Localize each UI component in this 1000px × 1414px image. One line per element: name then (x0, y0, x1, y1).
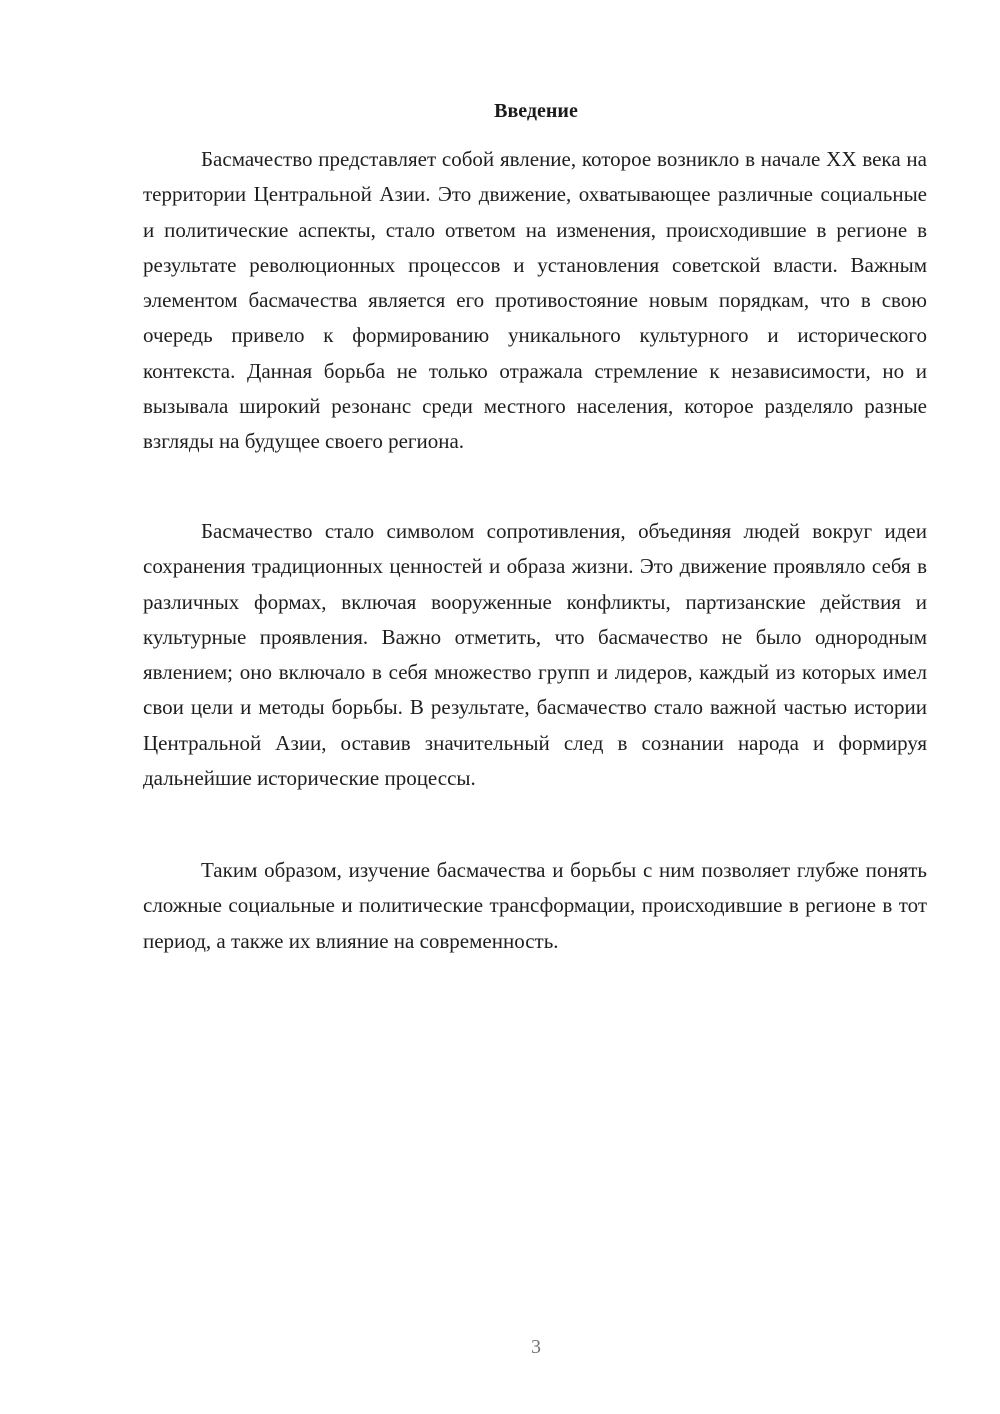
paragraph-2: Басмачество стало символом сопротивления, объединяя людей вокруг идеи сохранения традиционных ценностей и образа жизни. Это движение проявляло себя в различных формах, включая вооруженные конфликты, партизанские действия и культурные проявления. Важно отметить, что басмачество не было однородным явлением; оно включало в себя множество групп и лидеров, каждый из которых имел свои цели и методы борьбы. В результате, басмачество стало важной частью истории Центральной Азии, оставив значительный след в сознании народа и формируя дальнейшие исторические процессы. (143, 519, 927, 791)
paragraph-1: Басмачество представляет собой явление, которое возникло в начале XX века на территории Центральной Азии. Это движение, охватывающее различные социальные и политические аспекты, стало ответом на изменения, происходившие в регионе в результате революционных процессов и установления советской власти. Важным элементом басмачества является его противостояние новым порядкам, что в свою очередь привело к формированию уникального культурного и исторического контекста. Данная борьба не только отражала стремление к независимости, но и вызывала широкий резонанс среди местного населения, которое разделяло разные взгляды на будущее своего региона. (143, 147, 927, 454)
paragraph-3: Таким образом, изучение басмачества и борьбы с ним позволяет глубже понять сложные социальные и политические трансформации, происходившие в регионе в тот период, а также их влияние на современность. (143, 858, 927, 953)
section-heading: Введение (494, 100, 578, 122)
page-number: 3 (531, 1336, 541, 1358)
